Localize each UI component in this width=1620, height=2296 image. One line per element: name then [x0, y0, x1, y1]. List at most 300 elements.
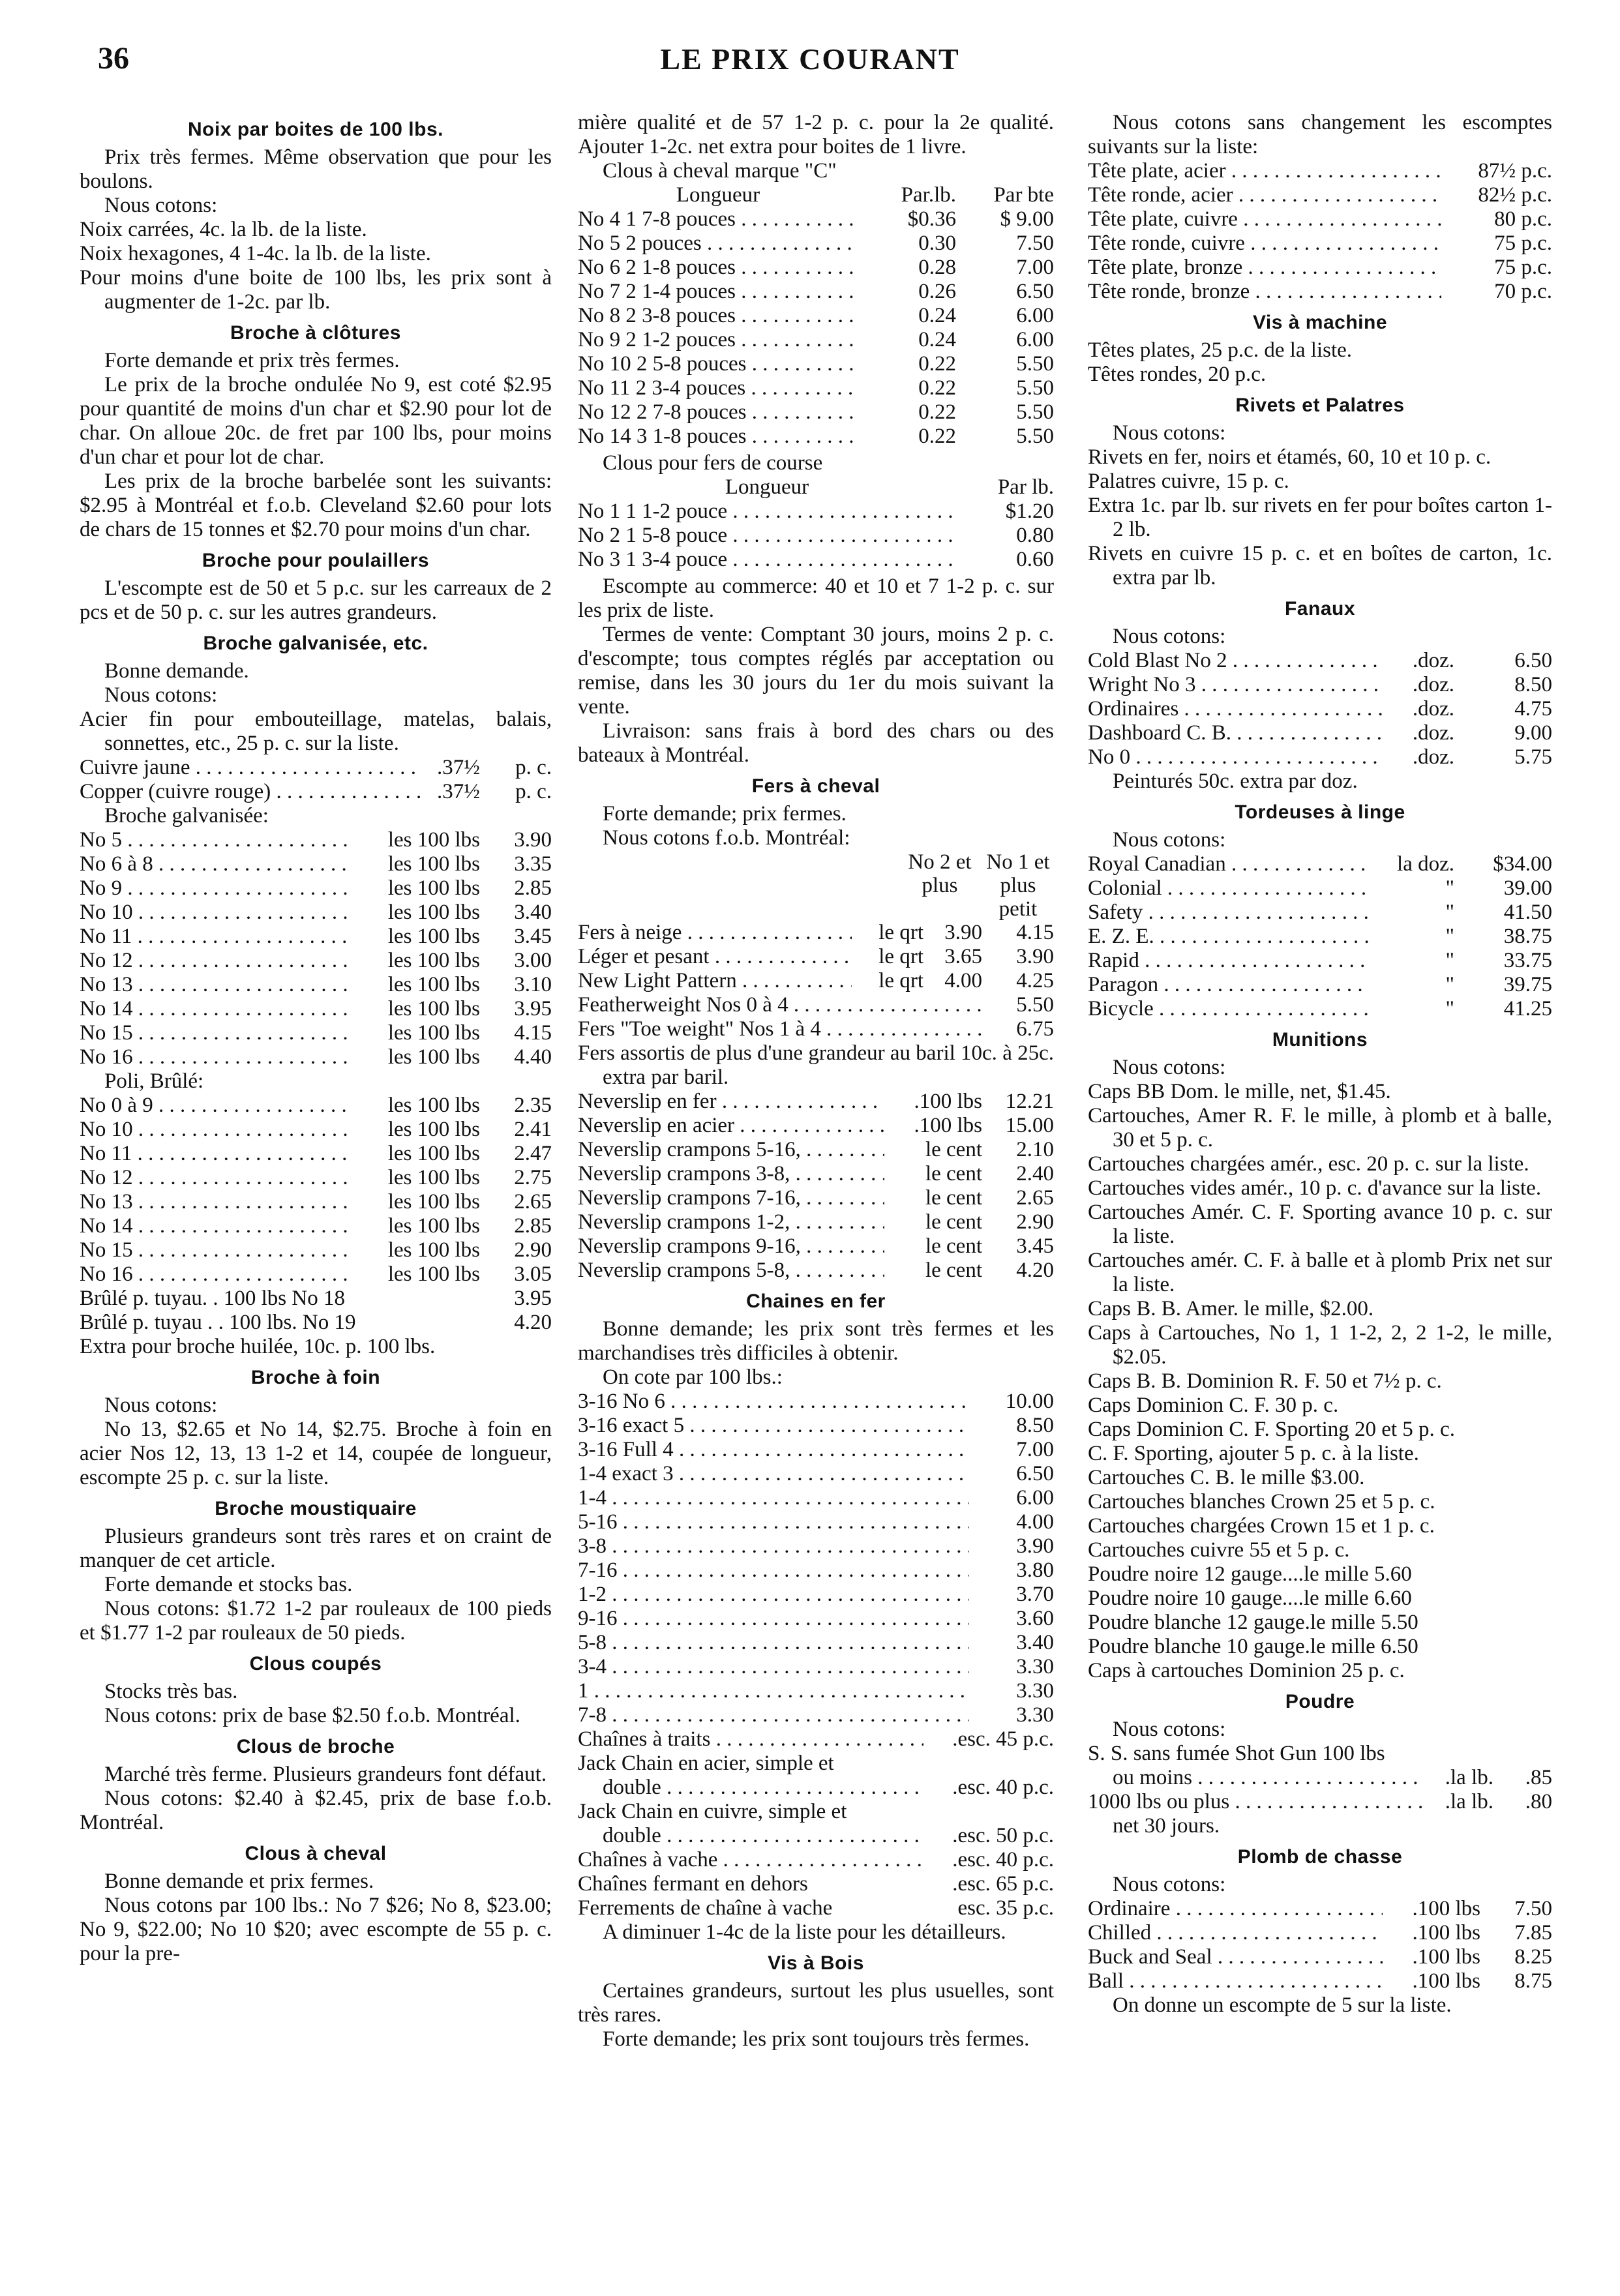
row-label: No 6 2 1-8 pouces . . .: [578, 256, 858, 280]
row-price: 4.20: [514, 1311, 552, 1334]
row-price: 3.05: [514, 1262, 552, 1286]
row-value: 4.25: [1016, 969, 1054, 992]
row-price-lb: 0.60: [1016, 548, 1054, 571]
row-value: 3.30: [1016, 1679, 1054, 1703]
row-label: No 14 . . .: [80, 997, 350, 1021]
list-item: Poudre blanche 12 gauge.le mille 5.50: [1088, 1611, 1418, 1634]
row-price-bte: 6.00: [1016, 328, 1054, 351]
subheading: Broche galvanisée:: [104, 804, 269, 827]
row-label: Royal Canadian . . .: [1088, 852, 1370, 876]
section-plomb: [1088, 1845, 1552, 2018]
row-label: No 14 3 1-8 pouces . . .: [578, 425, 858, 449]
row-unit: les 100 lbs: [387, 901, 480, 924]
table-row: [80, 876, 552, 901]
table-row: [578, 1558, 1054, 1583]
row-value: 3.45: [1016, 1234, 1054, 1258]
paragraph: Forte demande; les prix sont toujours très fermes.: [603, 2027, 1030, 2051]
row-label: No 11 . . .: [80, 1142, 350, 1166]
row-value: esc. 35 p.c.: [957, 1896, 1054, 1920]
row-value: 80 p.c.: [1494, 207, 1552, 231]
plomb-table: [1088, 1897, 1552, 1993]
table-row: [578, 1210, 1054, 1234]
marque-c-table: [578, 207, 1054, 449]
row-unit: les 100 lbs: [387, 997, 480, 1021]
row-value: .80: [1525, 1790, 1552, 1813]
table-row: [578, 1017, 1054, 1041]
row-price: 2.85: [514, 876, 552, 900]
section-clous-cheval: [80, 1841, 552, 1966]
row-unit: les 100 lbs: [387, 973, 480, 996]
row-unit: le cent: [925, 1259, 982, 1282]
paragraph: Bonne demande et prix fermes.: [104, 1870, 374, 1893]
row-unit: .100 lbs: [1412, 1897, 1480, 1920]
row-price-lb: 0.22: [918, 425, 956, 448]
column-3: [1088, 111, 1552, 2237]
row-label: double . . .: [603, 1824, 923, 1848]
row-unit: .100 lbs: [914, 1090, 982, 1113]
row-label: Paragon . . .: [1088, 973, 1370, 997]
paragraph: Extra pour broche huilée, 10c. p. 100 lbs.: [80, 1335, 436, 1358]
section-heading: Vis à machine: [1252, 312, 1388, 333]
table-row: [1088, 159, 1552, 183]
row-unit: ": [1445, 949, 1454, 972]
table-row: [1088, 256, 1552, 280]
table-row: [1088, 721, 1552, 745]
paragraph: Nous cotons:: [1113, 1056, 1226, 1079]
row-unit: ": [1445, 876, 1454, 900]
row-unit: les 100 lbs: [387, 949, 480, 972]
row-unit: .100 lbs: [1412, 1921, 1480, 1945]
row-label: No 13 . . .: [80, 1190, 350, 1214]
table-row: [578, 256, 1054, 280]
row-price: 2.41: [514, 1118, 552, 1141]
section-heading: Chaines en fer: [746, 1290, 886, 1312]
table-row: [1088, 207, 1552, 231]
table-row: [80, 1021, 552, 1045]
row-price-lb: 0.26: [918, 280, 956, 303]
table-row: [80, 1262, 552, 1287]
row-value: 2.10: [1016, 1138, 1054, 1161]
paragraph: Termes de vente: Comptant 30 jours, moins 2 p. c. d'escompte; tous comptes réglés par acceptation ou remise, dans les 30 jours du 1er du mois suivant la vente.: [578, 623, 1054, 719]
row-label: Chilled . . .: [1088, 1921, 1383, 1945]
row-unit: les 100 lbs: [387, 1262, 480, 1286]
paragraph: Nous cotons: $2.40 à $2.45, prix de base f.o.b. Montréal.: [80, 1787, 552, 1834]
row-value: 7.85: [1514, 1921, 1552, 1945]
row-price-lb: 0.24: [918, 328, 956, 351]
row-label: 3-16 exact 5 . . .: [578, 1414, 969, 1438]
section-heading: Clous coupés: [249, 1653, 382, 1675]
table-row: [578, 1703, 1054, 1727]
section-chaines: [578, 1289, 1054, 1945]
section-heading: Poudre: [1285, 1691, 1355, 1712]
row-value: 3.90: [1016, 1534, 1054, 1558]
table-row: [578, 993, 1054, 1017]
row-value: 8.75: [1514, 1969, 1552, 1993]
section-heading: Fers à cheval: [751, 775, 880, 797]
row-label: Tête ronde, acier . . .: [1088, 183, 1441, 207]
table-row: [578, 231, 1054, 256]
table-row: [578, 207, 1054, 231]
table-row: [578, 1114, 1054, 1138]
table-header: [578, 850, 1054, 921]
row-price: 3.35: [514, 852, 552, 876]
column-1: [80, 111, 552, 2237]
row-value: .esc. 50 p.c.: [952, 1824, 1054, 1847]
row-label: Colonial . . .: [1088, 876, 1370, 901]
row-price: .37½: [437, 780, 480, 803]
list-item: Poudre blanche 10 gauge.le mille 6.50: [1088, 1635, 1418, 1658]
row-price: 4.40: [514, 1045, 552, 1069]
row-label: 1000 lbs ou plus . . .: [1088, 1790, 1422, 1814]
row-label: No 10 . . .: [80, 901, 350, 925]
row-value: .esc. 65 p.c.: [952, 1872, 1054, 1896]
price-row: [80, 780, 552, 804]
row-unit: ": [1445, 973, 1454, 996]
list-item: Cartouches amér. C. F. à balle et à plomb Prix net sur la liste.: [1088, 1249, 1552, 1296]
list-item: Poudre noire 10 gauge....le mille 6.60: [1088, 1587, 1412, 1610]
row-label: Ordinaire . . .: [1088, 1897, 1383, 1921]
row-label: Featherweight Nos 0 à 4 . . .: [578, 993, 982, 1017]
row-label: Neverslip crampons 9-16, . . .: [578, 1234, 884, 1259]
list-item: Caps à Cartouches, No 1, 1 1-2, 2, 2 1-2, le mille, $2.05.: [1088, 1321, 1552, 1369]
table-row: [578, 921, 1054, 945]
row-price: 3.90: [514, 828, 552, 852]
row-value: 3.65: [944, 945, 982, 968]
row-price-lb: $1.20: [1005, 499, 1054, 523]
paragraph: On donne un escompte de 5 sur la liste.: [1113, 1993, 1452, 2017]
paragraph: Rivets en cuivre 15 p. c. et en boîtes de carton, 1c. extra par lb.: [1088, 542, 1552, 589]
row-unit: .la lb.: [1445, 1790, 1493, 1813]
section-poudre: [1088, 1690, 1552, 1838]
galvanisee-table: [80, 828, 552, 1069]
table-row: [80, 1118, 552, 1142]
section-noix: [80, 117, 552, 314]
table-row: [80, 1190, 552, 1214]
row-value: 8.25: [1514, 1945, 1552, 1969]
row-label: No 0 . . .: [1088, 745, 1383, 769]
table-row: [578, 1462, 1054, 1486]
row-label: No 3 1 3-4 pouce . . .: [578, 548, 956, 572]
subheading: Clous à cheval marque "C": [603, 159, 837, 183]
row-label: 1-4 exact 3 . . .: [578, 1462, 969, 1486]
table-row: [1088, 231, 1552, 256]
row-label: Rapid . . .: [1088, 949, 1370, 973]
row-price-bte: 6.00: [1016, 304, 1054, 327]
section-moustiquaire: [80, 1497, 552, 1645]
row-price-bte: 7.50: [1016, 231, 1054, 255]
table-row: [80, 852, 552, 876]
table-row: [80, 828, 552, 852]
section-heading: Broche moustiquaire: [215, 1498, 417, 1519]
table-row: [578, 1138, 1054, 1162]
row-price: 3.95: [514, 997, 552, 1021]
row-label: Copper (cuivre rouge) . . .: [80, 780, 421, 804]
row-unit: les 100 lbs: [387, 1021, 480, 1045]
price-row: [578, 1824, 1054, 1848]
paragraph: Extra 1c. par lb. sur rivets en fer pour boîtes carton 1-2 lb.: [1088, 494, 1552, 541]
section-rivets: [1088, 393, 1552, 590]
paragraph: Bonne demande; les prix sont très fermes et les marchandises très difficiles à obtenir.: [578, 1317, 1054, 1365]
row-unit: .doz.: [1412, 697, 1454, 721]
paragraph: Forte demande et prix très fermes.: [104, 349, 400, 372]
paragraph: Noix carrées, 4c. la lb. de la liste.: [80, 218, 367, 241]
row-label: 7-8 . . .: [578, 1703, 969, 1727]
row-unit: p. c.: [515, 780, 552, 803]
row-label: No 16 . . .: [80, 1045, 350, 1069]
row-unit: le cent: [925, 1210, 982, 1234]
row-value: 5.75: [1514, 745, 1552, 769]
chaines-table: [578, 1390, 1054, 1727]
row-unit: les 100 lbs: [387, 1142, 480, 1165]
section-fanaux: [1088, 597, 1552, 794]
section-heading: Clous à cheval: [245, 1843, 387, 1864]
row-unit: le cent: [925, 1234, 982, 1258]
row-unit: les 100 lbs: [387, 1118, 480, 1141]
section-heading: Clous de broche: [236, 1736, 395, 1757]
row-label: E. Z. E. . . .: [1088, 925, 1370, 949]
row-value: 82½ p.c.: [1478, 183, 1552, 207]
row-value: 3.30: [1016, 1655, 1054, 1678]
table-row: [578, 1510, 1054, 1534]
table-row: [80, 925, 552, 949]
list-item: Caps Dominion C. F. Sporting 20 et 5 p. c.: [1088, 1418, 1455, 1441]
list-item: Caps BB Dom. le mille, net, $1.45.: [1088, 1080, 1391, 1103]
table-row: [80, 949, 552, 973]
paragraph: Stocks très bas.: [104, 1680, 238, 1703]
list-item: Cartouches blanches Crown 25 et 5 p. c.: [1088, 1490, 1435, 1513]
list-item: C. F. Sporting, ajouter 5 p. c. à la liste.: [1088, 1442, 1419, 1465]
paragraph: Têtes plates, 25 p.c. de la liste.: [1088, 338, 1353, 362]
row-unit: les 100 lbs: [387, 1166, 480, 1189]
row-price-bte: 5.50: [1016, 425, 1054, 448]
section-heading: Tordeuses à linge: [1235, 801, 1405, 823]
row-label: 3-8 . . .: [578, 1534, 969, 1558]
row-unit: les 100 lbs: [387, 828, 480, 852]
row-label: Wright No 3 . . .: [1088, 673, 1383, 697]
table-row: [1088, 673, 1552, 697]
column-header: Par lb.: [997, 475, 1054, 499]
munitions-list: [1088, 1080, 1552, 1683]
price-row: [578, 1872, 1054, 1896]
row-unit: .doz.: [1412, 721, 1454, 745]
table-row: [578, 945, 1054, 969]
table-row: [578, 376, 1054, 400]
row-label: Safety . . .: [1088, 901, 1370, 925]
table-row: [1088, 183, 1552, 207]
row-label: No 14 . . .: [80, 1214, 350, 1238]
row-label: 9-16 . . .: [578, 1607, 969, 1631]
paragraph: Bonne demande.: [104, 659, 249, 683]
row-label: 5-8 . . .: [578, 1631, 969, 1655]
table-row: [578, 548, 1054, 572]
row-label: Tête ronde, cuivre . . .: [1088, 231, 1441, 256]
paragraph: Nous cotons f.o.b. Montréal:: [603, 826, 850, 850]
row-label: No 5 2 pouces . . .: [578, 231, 858, 256]
fanaux-table: [1088, 649, 1552, 769]
row-unit: p. c.: [515, 756, 552, 779]
price-row: [1088, 1766, 1552, 1790]
row-label: No 13 . . .: [80, 973, 350, 997]
row-unit: .doz.: [1412, 649, 1454, 672]
table-row: [578, 499, 1054, 524]
row-unit: les 100 lbs: [387, 1190, 480, 1214]
paragraph: Noix hexagones, 4 1-4c. la lb. de la liste.: [80, 242, 431, 265]
paragraph: Jack Chain en cuivre, simple et: [578, 1800, 847, 1823]
table-row: [578, 1631, 1054, 1655]
row-label: No 1 1 1-2 pouce . . .: [578, 499, 956, 524]
paragraph: Nous cotons:: [1113, 421, 1226, 445]
row-value: 8.50: [1514, 673, 1552, 696]
row-label: Neverslip crampons 5-16, . . .: [578, 1138, 884, 1162]
row-label: No 11 2 3-4 pouces . . .: [578, 376, 858, 400]
table-row: [578, 1486, 1054, 1510]
row-label: double . . .: [603, 1776, 923, 1800]
row-price-lb: 0.22: [918, 400, 956, 424]
row-label: No 9 2 1-2 pouces . . .: [578, 328, 858, 352]
row-label: Cuivre jaune . . .: [80, 756, 421, 780]
row-label: No 7 2 1-4 pouces . . .: [578, 280, 858, 304]
row-unit: le cent: [925, 1186, 982, 1210]
row-price-bte: 5.50: [1016, 352, 1054, 376]
row-price-lb: 0.80: [1016, 524, 1054, 547]
row-label: No 11 . . .: [80, 925, 350, 949]
row-value: 12.21: [1005, 1090, 1054, 1113]
table-row: [578, 1679, 1054, 1703]
row-value: 2.40: [1016, 1162, 1054, 1185]
paragraph: No 13, $2.65 et No 14, $2.75. Broche à foin en acier Nos 12, 13, 13 1-2 et 14, coupée de longueur, escompte 25 p. c. sur la liste.: [80, 1418, 552, 1489]
table-row: [1088, 280, 1552, 304]
table-row: [578, 1655, 1054, 1679]
row-label: Léger et pesant . . .: [578, 945, 852, 969]
table-header: [578, 183, 1054, 207]
list-item: Cartouches, Amer R. F. le mille, à plomb et à balle, 30 et 5 p. c.: [1088, 1104, 1552, 1152]
section-heading: Fanaux: [1284, 598, 1356, 619]
row-label: No 4 1 7-8 pouces . . .: [578, 207, 858, 231]
row-value: 3.90: [944, 921, 982, 944]
row-unit: ": [1445, 925, 1454, 948]
row-label: 3-16 Full 4 . . .: [578, 1438, 969, 1462]
list-item: Cartouches Amér. C. F. Sporting avance 10 p. c. sur la liste.: [1088, 1200, 1552, 1248]
section-heading: Broche pour poulaillers: [202, 550, 430, 571]
row-unit: les 100 lbs: [387, 925, 480, 948]
table-row: [1088, 876, 1552, 901]
row-value: 7.00: [1016, 1438, 1054, 1461]
row-label: Dashboard C. B. . . .: [1088, 721, 1383, 745]
row-unit: ": [1445, 901, 1454, 924]
row-value: 2.90: [1016, 1210, 1054, 1234]
price-row: [578, 1776, 1054, 1800]
row-label: No 15 . . .: [80, 1021, 350, 1045]
table-row: [578, 524, 1054, 548]
table-row: [1088, 997, 1552, 1021]
paragraph: Peinturés 50c. extra par doz.: [1113, 769, 1358, 793]
row-value: 70 p.c.: [1494, 280, 1552, 303]
section-heading: Broche à foin: [250, 1367, 381, 1388]
row-label: Tête plate, acier . . .: [1088, 159, 1441, 183]
list-item: Caps Dominion C. F. 30 p. c.: [1088, 1394, 1339, 1417]
tetes-table: [1088, 159, 1552, 304]
tordeuses-table: [1088, 852, 1552, 1021]
row-value: 4.15: [1016, 921, 1054, 944]
paragraph: S. S. sans fumée Shot Gun 100 lbs: [1088, 1742, 1385, 1765]
page-number: 36: [98, 41, 129, 76]
row-label: Neverslip en acier . . .: [578, 1114, 884, 1138]
row-label: 3-4 . . .: [578, 1655, 969, 1679]
list-item: Cartouches chargées amér., esc. 20 p. c. sur la liste.: [1088, 1152, 1529, 1176]
row-label: Buck and Seal . . .: [1088, 1945, 1383, 1969]
row-label: No 10 . . .: [80, 1118, 350, 1142]
column-header: Par.lb.: [901, 183, 956, 207]
row-label: Neverslip en fer . . .: [578, 1090, 884, 1114]
row-label: Chaînes à traits . . .: [578, 1727, 923, 1752]
row-price-lb: 0.24: [918, 304, 956, 327]
table-row: [1088, 1945, 1552, 1969]
row-label: No 16 . . .: [80, 1262, 350, 1287]
paragraph: Les prix de la broche barbelée sont les suivants: $2.95 à Montréal et f.o.b. Cleveland $2.60 pour lots de chars de 15 tonnes et $2.70 pour moins d'un char.: [80, 470, 552, 541]
fers-table: [578, 921, 1054, 993]
row-value: .85: [1525, 1766, 1552, 1789]
row-value: $34.00: [1493, 852, 1552, 876]
price-row: [80, 756, 552, 780]
row-unit: ": [1445, 997, 1454, 1021]
list-item: Caps à cartouches Dominion 25 p. c.: [1088, 1659, 1405, 1682]
paragraph: Fers assortis de plus d'une grandeur au baril 10c. à 25c. extra par baril.: [578, 1041, 1054, 1089]
neverslip-table: [578, 1090, 1054, 1283]
row-label: No 12 2 7-8 pouces . . .: [578, 400, 858, 425]
row-price: 4.15: [514, 1021, 552, 1045]
section-clotures: [80, 321, 552, 542]
paragraph: Certaines grandeurs, surtout les plus usuelles, sont très rares.: [578, 1979, 1054, 2027]
column-header: Par bte: [993, 183, 1054, 207]
section-heading: Vis à Bois: [768, 1952, 864, 1974]
row-value: 6.75: [1016, 1017, 1054, 1041]
row-price-bte: 7.00: [1016, 256, 1054, 279]
section-marque-c: [578, 159, 1054, 449]
row-value: 75 p.c.: [1494, 256, 1552, 279]
table-row: [80, 901, 552, 925]
paragraph: A diminuer 1-4c de la liste pour les détailleurs.: [603, 1920, 1006, 1944]
table-row: [578, 1390, 1054, 1414]
section-poulaillers: [80, 548, 552, 625]
row-unit: les 100 lbs: [387, 1094, 480, 1117]
row-price: 2.35: [514, 1094, 552, 1117]
table-row: [578, 1162, 1054, 1186]
row-price-lb: 0.28: [918, 256, 956, 279]
row-label: 1-2 . . .: [578, 1583, 969, 1607]
list-item: Cartouches C. B. le mille $3.00.: [1088, 1466, 1365, 1489]
row-value: 4.00: [944, 969, 982, 992]
row-label: Bicycle . . .: [1088, 997, 1370, 1021]
table-row: [578, 1186, 1054, 1210]
list-item: Cartouches cuivre 55 et 5 p. c.: [1088, 1538, 1350, 1562]
row-label: 5-16 . . .: [578, 1510, 969, 1534]
paragraph: Prix très fermes. Même observation que pour les boulons.: [80, 145, 552, 193]
section-heading: Broche galvanisée, etc.: [203, 633, 428, 654]
row-price-lb: 0.30: [918, 231, 956, 255]
row-price: 3.40: [514, 901, 552, 924]
row-unit: .100 lbs: [1412, 1969, 1480, 1993]
paragraph: Nous cotons:: [104, 194, 218, 217]
table-row: [578, 1090, 1054, 1114]
list-item: Caps B. B. Dominion R. F. 50 et 7½ p. c.: [1088, 1369, 1442, 1393]
paragraph: Nous cotons:: [104, 1394, 218, 1417]
row-label: Neverslip crampons 7-16, . . .: [578, 1186, 884, 1210]
table-row: [578, 1438, 1054, 1462]
row-price-lb: $0.36: [907, 207, 956, 231]
row-label: Neverslip crampons 3-8, . . .: [578, 1162, 884, 1186]
table-row: [80, 1238, 552, 1262]
table-row: [578, 425, 1054, 449]
